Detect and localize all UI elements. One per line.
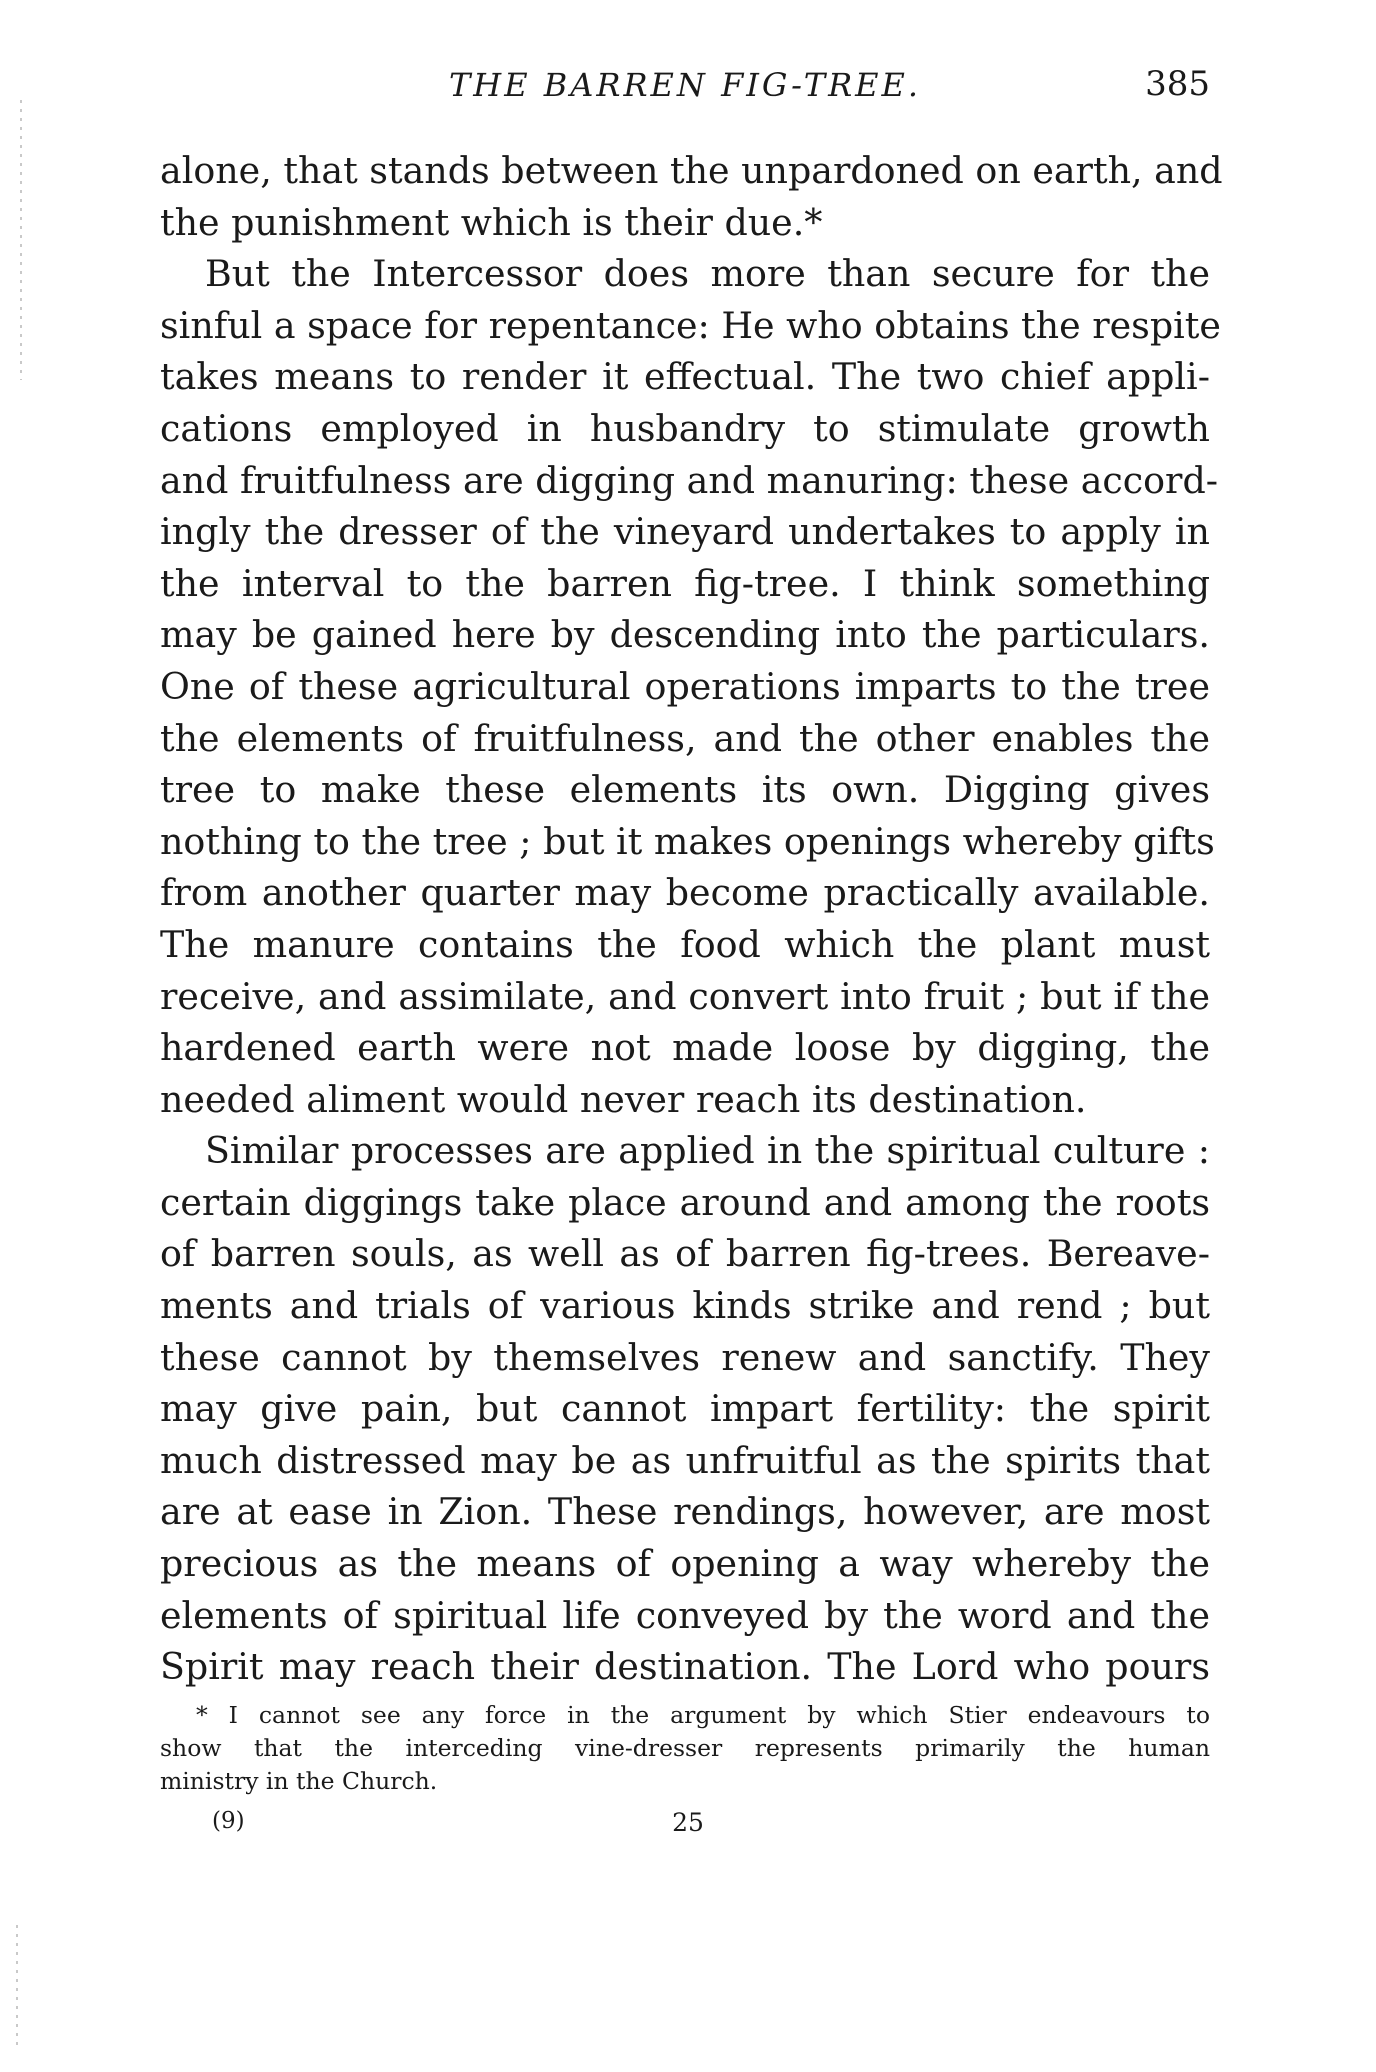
text-line: But the Intercessor does more than secure for the xyxy=(205,252,1210,296)
text-line: Spirit may reach their destination. The Lord who pours xyxy=(160,1645,1210,1689)
text-line: ments and trials of various kinds strike and rend ; but xyxy=(160,1284,1210,1328)
text-line: precious as the means of opening a way whereby the xyxy=(160,1542,1210,1586)
body-text xyxy=(160,145,1223,1693)
sheet-number: 25 xyxy=(672,1808,704,1837)
footnote-line: * I cannot see any force in the argument by which Stier endeavours to xyxy=(196,1701,1210,1729)
text-line: certain diggings take place around and among the roots xyxy=(160,1180,1210,1224)
text-line: sinful a space for repentance: He who obtains the respite xyxy=(160,303,1221,347)
text-line: takes means to render it effectual. The two chief appli- xyxy=(160,355,1210,399)
text-line: may be gained here by descending into the particulars. xyxy=(160,613,1210,657)
running-title: THE BARREN FIG-TREE. xyxy=(448,66,922,104)
text-line: and fruitfulness are digging and manuring: these accord- xyxy=(160,458,1219,502)
text-line: Similar processes are applied in the spiritual culture : xyxy=(205,1129,1210,1173)
text-line: The manure contains the food which the plant must xyxy=(160,922,1210,966)
text-line: the punishment which is their due.* xyxy=(160,200,823,244)
footnote xyxy=(160,1699,1210,1798)
scan-gutter-mark xyxy=(16,1925,18,2045)
text-line: are at ease in Zion. These rendings, however, are most xyxy=(160,1490,1210,1534)
text-line: receive, and assimilate, and convert into fruit ; but if the xyxy=(160,974,1210,1018)
printer-signature: (9) xyxy=(212,1808,245,1834)
page-header xyxy=(160,66,1210,116)
text-line: tree to make these elements its own. Digging gives xyxy=(160,768,1210,812)
text-line: hardened earth were not made loose by digging, the xyxy=(160,1026,1210,1070)
text-line: the elements of fruitfulness, and the other enables the xyxy=(160,716,1210,760)
text-line: nothing to the tree ; but it makes openings whereby gifts xyxy=(160,819,1215,863)
text-line: the interval to the barren fig-tree. I think something xyxy=(160,561,1210,605)
text-line: elements of spiritual life conveyed by the word and the xyxy=(160,1593,1210,1637)
text-line: these cannot by themselves renew and sanctify. They xyxy=(160,1335,1210,1379)
footnote-line: ministry in the Church. xyxy=(160,1767,438,1795)
text-line: needed aliment would never reach its destination. xyxy=(160,1077,1087,1121)
text-line: of barren souls, as well as of barren fig-trees. Bereave- xyxy=(160,1232,1210,1276)
scan-gutter-mark xyxy=(20,100,22,380)
text-line: ingly the dresser of the vineyard undertakes to apply in xyxy=(160,510,1210,554)
footnote-line: show that the interceding vine-dresser represents primarily the human xyxy=(160,1734,1210,1762)
text-line: from another quarter may become practically available. xyxy=(160,871,1210,915)
text-line: cations employed in husbandry to stimulate growth xyxy=(160,406,1210,450)
text-line: much distressed may be as unfruitful as the spirits that xyxy=(160,1438,1210,1482)
text-line: One of these agricultural operations imparts to the tree xyxy=(160,664,1210,708)
text-line: may give pain, but cannot impart fertility: the spirit xyxy=(160,1387,1210,1431)
text-line: alone, that stands between the unpardoned on earth, and xyxy=(160,149,1223,192)
page-number: 385 xyxy=(1145,64,1210,104)
